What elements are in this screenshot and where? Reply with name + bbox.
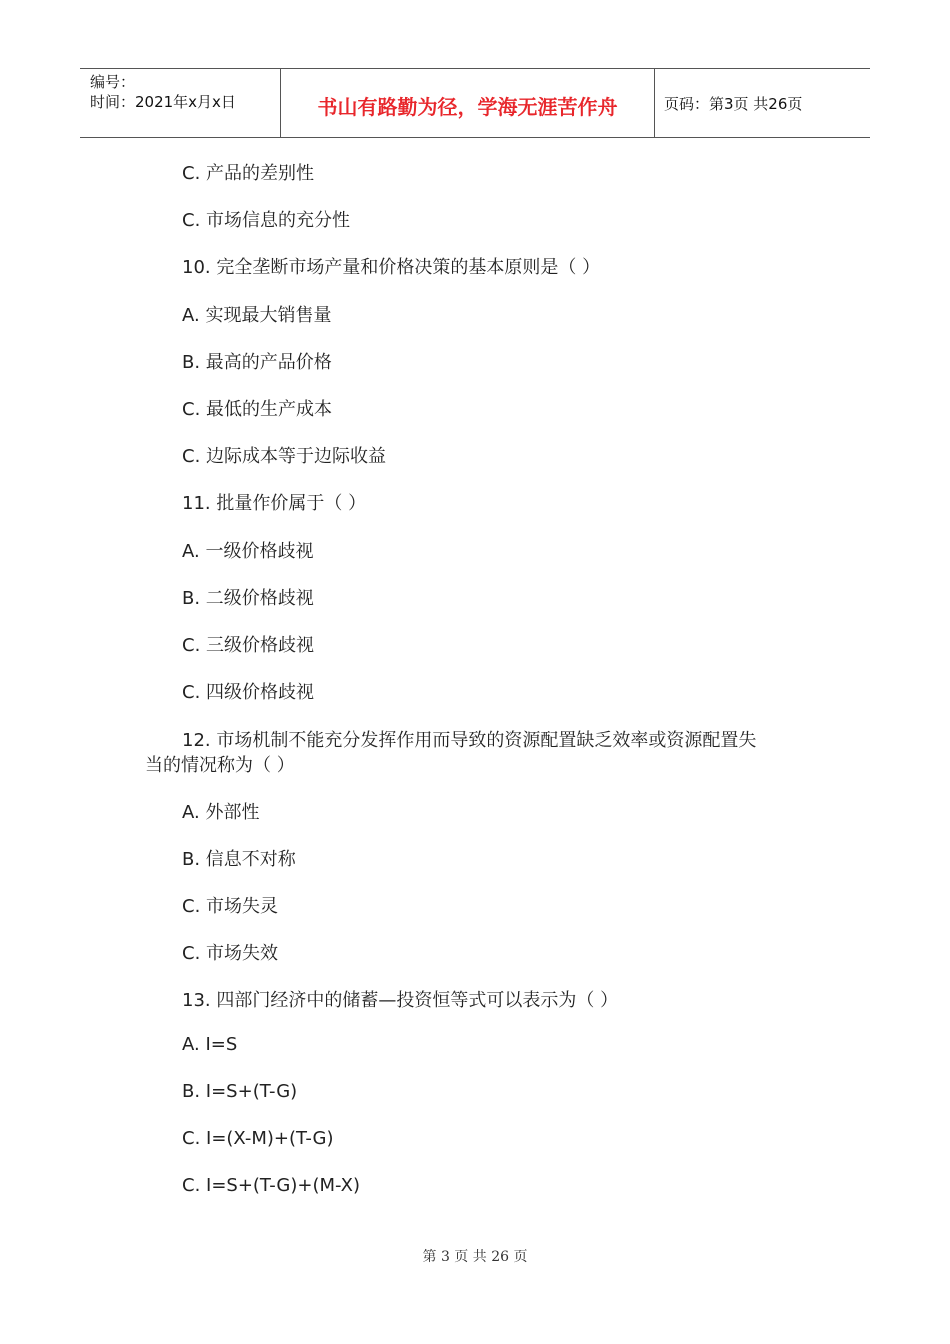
page-header [80, 68, 870, 138]
option-line: C. 边际成本等于边际收益 [182, 446, 387, 467]
option-line: A. 外部性 [182, 802, 260, 823]
option-line: B. 最高的产品价格 [182, 352, 332, 373]
header-motto: 书山有路勤为径，学海无涯苦作舟 [317, 95, 618, 119]
option-line: C. 产品的差别性 [182, 163, 315, 184]
header-page-cell [654, 69, 870, 137]
header-info-cell [80, 69, 280, 137]
option-line: B. 信息不对称 [182, 849, 296, 870]
document-number-label: 编号： [90, 73, 136, 91]
question-line: 13. 四部门经济中的储蓄—投资恒等式可以表示为（ ） [182, 990, 619, 1011]
option-line: A. I=S [182, 1034, 238, 1055]
option-line: B. 二级价格歧视 [182, 588, 314, 609]
option-line: C. 最低的生产成本 [182, 399, 333, 420]
question-line-continuation: 当的情况称为（ ） [145, 755, 295, 776]
document-date-label: 时间：2021年x月x日 [90, 93, 236, 111]
option-line: C. 市场失效 [182, 943, 279, 964]
option-line: C. 市场失灵 [182, 896, 279, 917]
option-line: A. 一级价格歧视 [182, 541, 314, 562]
header-motto-cell [280, 69, 655, 137]
question-line: 12. 市场机制不能充分发挥作用而导致的资源配置缺乏效率或资源配置失 [182, 730, 757, 751]
question-line: 10. 完全垄断市场产量和价格决策的基本原则是（ ） [182, 257, 601, 278]
header-page-info: 页码：第3页 共26页 [664, 95, 803, 113]
question-line: 11. 批量作价属于（ ） [182, 493, 367, 514]
option-line: C. 四级价格歧视 [182, 682, 315, 703]
option-line: A. 实现最大销售量 [182, 305, 332, 326]
option-line: C. I=(X-M)+(T-G) [182, 1128, 334, 1149]
option-line: C. 市场信息的充分性 [182, 210, 351, 231]
option-line: B. I=S+(T-G) [182, 1081, 298, 1102]
page-footer: 第 3 页 共 26 页 [422, 1249, 528, 1265]
option-line: C. 三级价格歧视 [182, 635, 315, 656]
option-line: C. I=S+(T-G)+(M-X) [182, 1175, 360, 1196]
